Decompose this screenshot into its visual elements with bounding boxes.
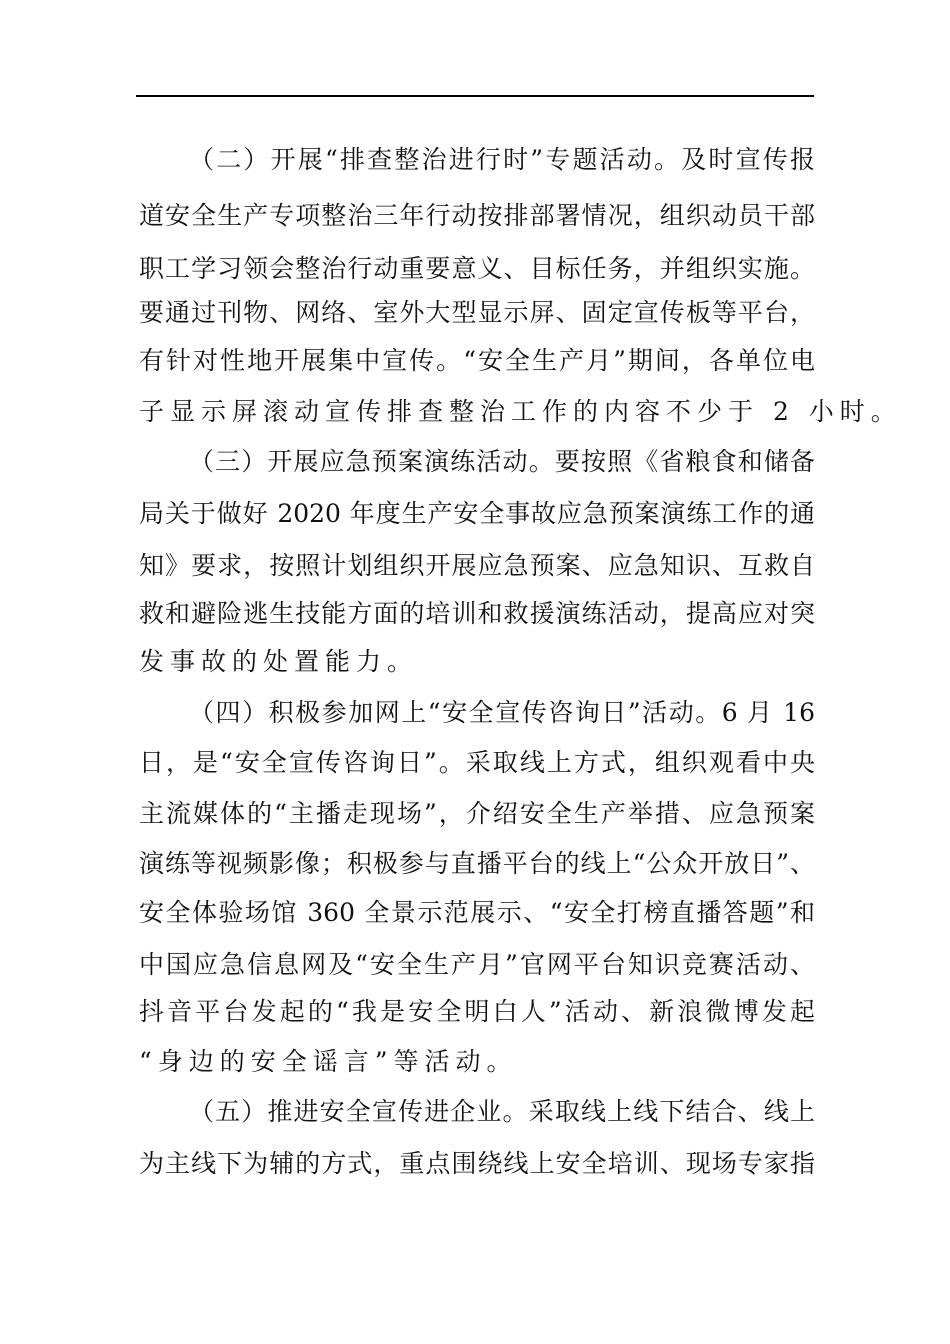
paragraph-4-line-3: 主流媒体的“主播走现场”，介绍安全生产举措、应急预案 [139, 799, 815, 828]
paragraph-3-line-2: 局关于做好 2020 年度生产安全事故应急预案演练工作的通 [139, 499, 815, 528]
paragraph-3-line-4: 救和避险逃生技能方面的培训和救援演练活动，提高应对突 [139, 599, 815, 628]
paragraph-4-line-4: 演练等视频影像；积极参与直播平台的线上“公众开放日”、 [139, 849, 815, 878]
paragraph-4-line-5: 安全体验场馆 360 全景示范展示、“安全打榜直播答题”和 [139, 898, 815, 927]
paragraph-2-line-2: 道安全生产专项整治三年行动按排部署情况，组织动员干部 [139, 201, 815, 230]
paragraph-5-line-1: （五）推进安全宣传进企业。采取线上线下结合、线上 [189, 1097, 815, 1126]
paragraph-2-line-3: 职工学习领会整治行动重要意义、目标任务，并组织实施。 [139, 254, 815, 283]
paragraph-4-line-1: （四）积极参加网上“安全宣传咨询日”活动。6 月 16 [189, 698, 815, 727]
paragraph-4-line-8: “身边的安全谣言”等活动。 [139, 1047, 518, 1076]
paragraph-3-line-3: 知》要求，按照计划组织开展应急预案、应急知识、互救自 [139, 551, 815, 580]
paragraph-3-line-5: 发事故的处置能力。 [139, 647, 419, 676]
paragraph-3-line-1: （三）开展应急预案演练活动。要按照《省粮食和储备 [189, 447, 815, 476]
paragraph-5-line-2: 为主线下为辅的方式，重点围绕线上安全培训、现场专家指 [139, 1149, 815, 1178]
paragraph-4-line-6: 中国应急信息网及“安全生产月”官网平台知识竞赛活动、 [139, 950, 815, 979]
paragraph-4-line-2: 日，是“安全宣传咨询日”。采取线上方式，组织观看中央 [139, 748, 815, 777]
paragraph-2-line-6: 子显示屏滚动宣传排查整治工作的内容不少于 2 小时。 [139, 397, 902, 426]
paragraph-2-line-5: 有针对性地开展集中宣传。“安全生产月”期间，各单位电 [139, 346, 815, 375]
paragraph-2-line-4: 要通过刊物、网络、室外大型显示屏、固定宣传板等平台， [139, 298, 815, 327]
paragraph-2-line-1: （二）开展“排查整治进行时”专题活动。及时宣传报 [189, 145, 815, 174]
paragraph-4-line-7: 抖音平台发起的“我是安全明白人”活动、新浪微博发起 [139, 997, 815, 1026]
